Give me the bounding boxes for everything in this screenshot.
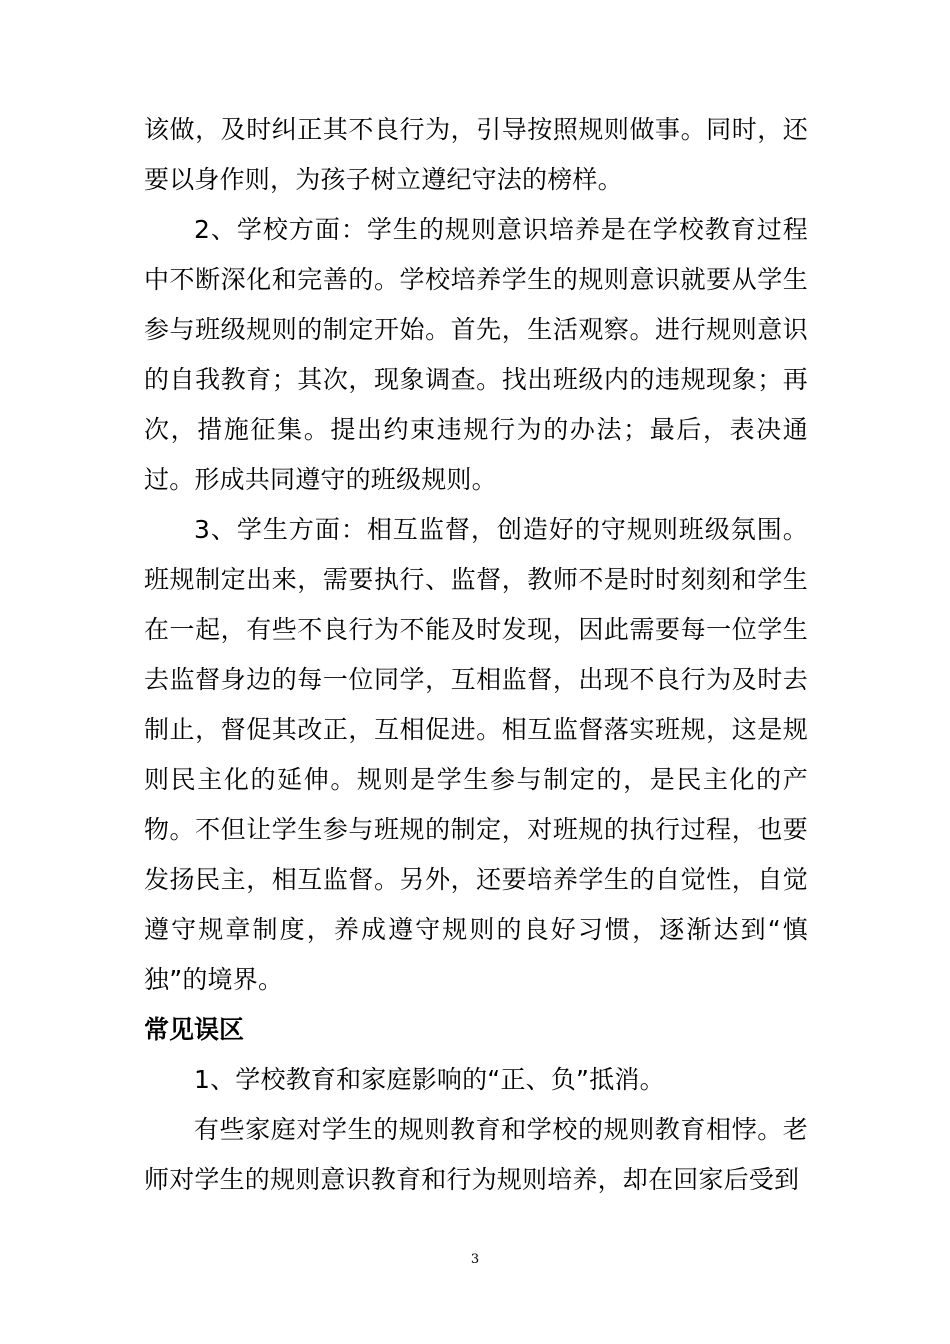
paragraph-misconception-1-body: 有些家庭对学生的规则教育和学校的规则教育相悖。老师对学生的规则意识教育和行为规则培养，却在回家后受到 [144, 1115, 808, 1194]
page-number: 3 [470, 1252, 480, 1267]
paragraph-misconception-1: 1、学校教育和家庭影响的“正、负”抵消。 [194, 1065, 665, 1094]
section-heading: 常见误区 [144, 1015, 245, 1044]
paragraph-family-continued: 该做，及时纠正其不良行为，引导按照规则做事。同时，还要以身作则，为孩子树立遵纪守法的榜样。 [144, 115, 808, 194]
paragraph-school-aspect: 2、学校方面：学生的规则意识培养是在学校教育过程中不断深化和完善的。学校培养学生的规则意识就要从学生参与班级规则的制定开始。首先，生活观察。进行规则意识的自我教育；其次，现象调查。找出班级内的违规现象；再次，措施征集。提出约束违规行为的办法；最后，表决通过。形成共同遵守的班级规则。 [144, 215, 808, 494]
document-body [144, 105, 808, 1205]
paragraph-student-aspect: 3、学生方面：相互监督，创造好的守规则班级氛围。班规制定出来，需要执行、监督，教师不是时时刻刻和学生在一起，有些不良行为不能及时发现，因此需要每一位学生去监督身边的每一位同学，互相监督，出现不良行为及时去制止，督促其改正，互相促进。相互监督落实班规，这是规则民主化的延伸。规则是学生参与制定的，是民主化的产物。不但让学生参与班规的制定，对班规的执行过程，也要发扬民主，相互监督。另外，还要培养学生的自觉性，自觉遵守规章制度，养成遵守规则的良好习惯，逐渐达到“慎独”的境界。 [144, 515, 808, 994]
